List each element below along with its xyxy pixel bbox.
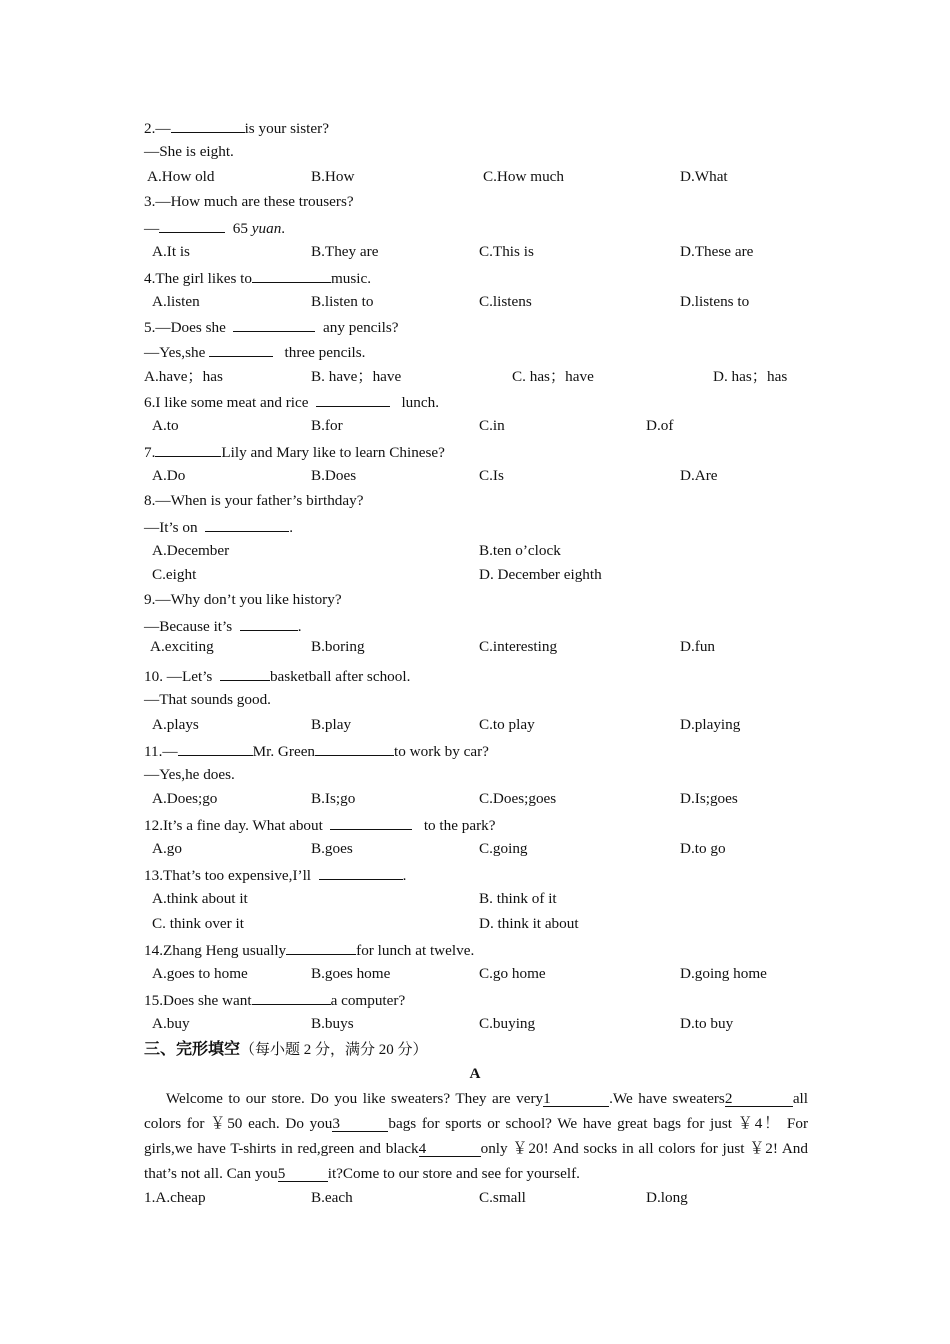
answer-blank[interactable]: [330, 814, 412, 830]
option-c[interactable]: C.Does;goes: [479, 790, 557, 807]
option-b[interactable]: B.for: [311, 417, 343, 434]
option-c[interactable]: C.Is: [479, 467, 504, 484]
option-a[interactable]: A.December: [152, 542, 230, 559]
option-d[interactable]: D.Are: [680, 467, 718, 484]
answer-blank[interactable]: [315, 740, 394, 756]
option-b[interactable]: B.listen to: [311, 293, 374, 310]
question-6: 6.I like some meat and rice lunch.: [144, 391, 439, 413]
option-b[interactable]: B.ten o’clock: [479, 542, 561, 559]
option-a[interactable]: A.think about it: [152, 890, 248, 907]
option-c[interactable]: C.buying: [479, 1015, 536, 1032]
option-c[interactable]: C.eight: [152, 566, 197, 583]
option-a[interactable]: A.Do: [152, 467, 186, 484]
option-a[interactable]: A.How old: [147, 168, 215, 185]
option-a[interactable]: A.Does;go: [152, 790, 218, 807]
option-d[interactable]: D.going home: [680, 965, 767, 982]
option-c[interactable]: C.interesting: [479, 638, 558, 655]
answer-blank[interactable]: [319, 864, 403, 880]
option-c[interactable]: C.go home: [479, 965, 546, 982]
option-b[interactable]: B.How: [311, 168, 355, 185]
option-b[interactable]: B.play: [311, 716, 352, 733]
answer-blank[interactable]: [220, 665, 270, 681]
question-9: 9.—Why don’t you like history?: [144, 591, 342, 608]
option-b[interactable]: B.They are: [311, 243, 379, 260]
answer-blank[interactable]: [252, 267, 331, 283]
option-c[interactable]: C.small: [479, 1189, 526, 1206]
cloze-blank-1[interactable]: 1: [543, 1091, 609, 1107]
option-b[interactable]: B.goes home: [311, 965, 391, 982]
option-b[interactable]: B.goes: [311, 840, 353, 857]
answer-blank[interactable]: [286, 939, 356, 955]
option-c[interactable]: C.listens: [479, 293, 532, 310]
answer-blank[interactable]: [316, 391, 390, 407]
answer-blank[interactable]: [240, 615, 298, 631]
option-b[interactable]: B.boring: [311, 638, 365, 655]
option-b[interactable]: B.Is;go: [311, 790, 356, 807]
cloze-question-1: 1.A.cheap: [144, 1189, 206, 1206]
option-a[interactable]: A.go: [152, 840, 182, 857]
option-a[interactable]: A.listen: [152, 293, 200, 310]
cloze-blank-2[interactable]: 2: [725, 1091, 793, 1107]
option-b[interactable]: B.each: [311, 1189, 353, 1206]
option-a[interactable]: A.buy: [152, 1015, 190, 1032]
option-c[interactable]: C.to play: [479, 716, 535, 733]
option-d[interactable]: D. December eighth: [479, 566, 602, 583]
option-d[interactable]: D.to buy: [680, 1015, 734, 1032]
question-2-answer: —She is eight.: [144, 143, 234, 160]
option-d[interactable]: D.These are: [680, 243, 754, 260]
answer-blank[interactable]: [155, 441, 221, 457]
question-13: 13.That’s too expensive,I’ll .: [144, 864, 406, 886]
answer-blank[interactable]: [171, 117, 245, 133]
option-c[interactable]: C. think over it: [152, 915, 244, 932]
option-a[interactable]: A.cheap: [155, 1189, 206, 1206]
cloze-blank-3[interactable]: 3: [332, 1116, 388, 1132]
option-b[interactable]: B. have；have: [311, 368, 402, 385]
option-b[interactable]: B.Does: [311, 467, 357, 484]
question-3-answer: — 65 yuan.: [144, 217, 285, 239]
option-d[interactable]: D.long: [646, 1189, 688, 1206]
option-b[interactable]: B. think of it: [479, 890, 557, 907]
question-8: 8.—When is your father’s birthday?: [144, 492, 364, 509]
cloze-blank-4[interactable]: 4: [419, 1141, 481, 1157]
option-d[interactable]: D.listens to: [680, 293, 750, 310]
option-c[interactable]: C.How much: [483, 168, 564, 185]
option-d[interactable]: D.playing: [680, 716, 741, 733]
option-d[interactable]: D. has；has: [713, 368, 788, 385]
question-15: 15.Does she want a computer?: [144, 989, 405, 1011]
answer-blank[interactable]: [178, 740, 253, 756]
answer-blank[interactable]: [209, 341, 273, 357]
question-4: 4.The girl likes to music.: [144, 267, 371, 289]
option-a[interactable]: A.exciting: [150, 638, 214, 655]
option-d[interactable]: D.What: [680, 168, 728, 185]
answer-blank[interactable]: [205, 516, 289, 532]
option-c[interactable]: C.going: [479, 840, 528, 857]
question-3: 3.—How much are these trousers?: [144, 193, 354, 210]
option-d[interactable]: D.fun: [680, 638, 716, 655]
question-12: 12.It’s a fine day. What about to the park?: [144, 814, 496, 836]
question-7: 7. Lily and Mary like to learn Chinese?: [144, 441, 445, 463]
question-11: 11.— Mr. Green to work by car?: [144, 740, 489, 762]
question-8-answer: —It’s on .: [144, 516, 293, 538]
question-10-answer: —That sounds good.: [144, 691, 271, 708]
option-a[interactable]: A.goes to home: [152, 965, 248, 982]
cloze-passage: Welcome to our store. Do you like sweaters? They are very1 .We have sweaters2 all colors for ￥50 each. Do you3 bags for sports or school? We have great bags for just ￥4！ For girls,we have T-shirts in red,green and black4 only ￥20! And socks in all colors for just ￥2! And that’s not all. Can you5 it?Come to our store and see for yourself.: [144, 1090, 808, 1182]
question-5-answer: —Yes,she three pencils.: [144, 341, 365, 363]
option-a[interactable]: A.It is: [152, 243, 190, 260]
answer-blank[interactable]: [252, 989, 331, 1005]
question-10: 10. —Let’s basketball after school.: [144, 665, 410, 687]
answer-blank[interactable]: [233, 316, 315, 332]
option-b[interactable]: B.buys: [311, 1015, 354, 1032]
option-d[interactable]: D. think it about: [479, 915, 579, 932]
answer-blank[interactable]: [159, 217, 225, 233]
section-heading: 三、完形填空（每小题 2 分，满分 20 分）: [144, 1039, 428, 1058]
cloze-blank-5[interactable]: 5: [278, 1166, 328, 1182]
option-c[interactable]: C. has；have: [512, 368, 594, 385]
option-c[interactable]: C.This is: [479, 243, 534, 260]
question-5: 5.—Does she any pencils?: [144, 316, 399, 338]
question-14: 14.Zhang Heng usually for lunch at twelve.: [144, 939, 474, 961]
question-9-answer: —Because it’s .: [144, 615, 302, 637]
passage-label: A: [469, 1065, 481, 1082]
option-d[interactable]: D.of: [646, 417, 674, 434]
question-11-answer: —Yes,he does.: [144, 766, 235, 783]
option-d[interactable]: D.to go: [680, 840, 726, 857]
option-a[interactable]: A.have；has: [144, 368, 223, 385]
option-c[interactable]: C.in: [479, 417, 505, 434]
option-d[interactable]: D.Is;goes: [680, 790, 738, 807]
option-a[interactable]: A.plays: [152, 716, 199, 733]
option-a[interactable]: A.to: [152, 417, 179, 434]
question-2: 2.— is your sister?: [144, 117, 329, 139]
